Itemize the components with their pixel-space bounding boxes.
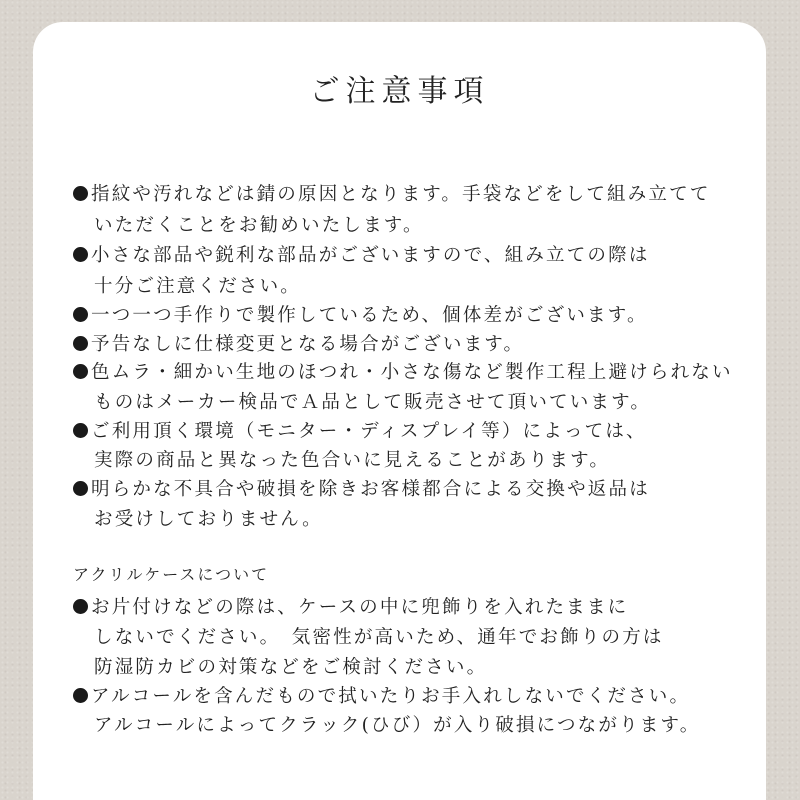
bullet-icon [73,336,88,351]
acrylic-text: アルコールを含んだもので拭いたりお手入れしないでください。 [91,686,691,707]
caution-text: ご利用頂く環境（モニター・ディスプレイ等）によっては、 [91,421,647,442]
caution-item [73,420,647,444]
acrylic-text-continued: 防湿防カビの対策などをご検討ください。 [94,657,488,678]
caution-text: 予告なしに仕様変更となる場合がございます。 [91,334,525,355]
caution-item [73,478,650,502]
caution-item [73,361,733,385]
bullet-icon [73,364,88,379]
bullet-icon [73,307,88,322]
page-title: ご注意事項 [309,74,490,109]
acrylic-item [73,596,628,620]
bullet-icon [73,481,88,496]
caution-text: 一つ一つ手作りで製作しているため、個体差がございます。 [91,305,648,326]
caution-item [73,244,650,268]
caution-text: 明らかな不具合や破損を除きお客様都合による交換や返品は [91,479,650,500]
caution-text-continued: ものはメーカー検品でＡ品として販売させて頂いています。 [94,392,652,413]
caution-text-continued: 十分ご注意ください。 [94,276,302,297]
bullet-icon [73,423,88,438]
acrylic-item [73,685,690,709]
caution-item [73,304,648,328]
caution-item [73,333,524,357]
acrylic-section-heading: アクリルケースについて [73,565,270,584]
notice-card [33,22,766,800]
acrylic-text: お片付けなどの際は、ケースの中に兜飾りを入れたままに [91,597,629,618]
bullet-icon [73,247,88,262]
caution-item [73,183,711,207]
caution-text-continued: 実際の商品と異なった色合いに見えることがあります。 [94,450,611,471]
bullet-icon [73,599,88,614]
bullet-icon [73,186,88,201]
acrylic-text-continued: しないでください。 気密性が高いため、通年でお飾りの方は [94,627,664,648]
acrylic-text-continued: アルコールによってクラック(ひび）が入り破損につながります。 [94,715,701,736]
caution-text-continued: お受けしておりません。 [94,509,323,530]
caution-text-continued: いただくことをお勧めいたします。 [94,215,424,236]
bullet-icon [73,688,88,703]
caution-text: 小さな部品や鋭利な部品がございますので、組み立ての際は [91,245,650,266]
caution-text: 色ムラ・細かい生地のほつれ・小さな傷など製作工程上避けられない [91,362,733,383]
caution-text: 指紋や汚れなどは錆の原因となります。手袋などをして組み立てて [91,184,711,205]
